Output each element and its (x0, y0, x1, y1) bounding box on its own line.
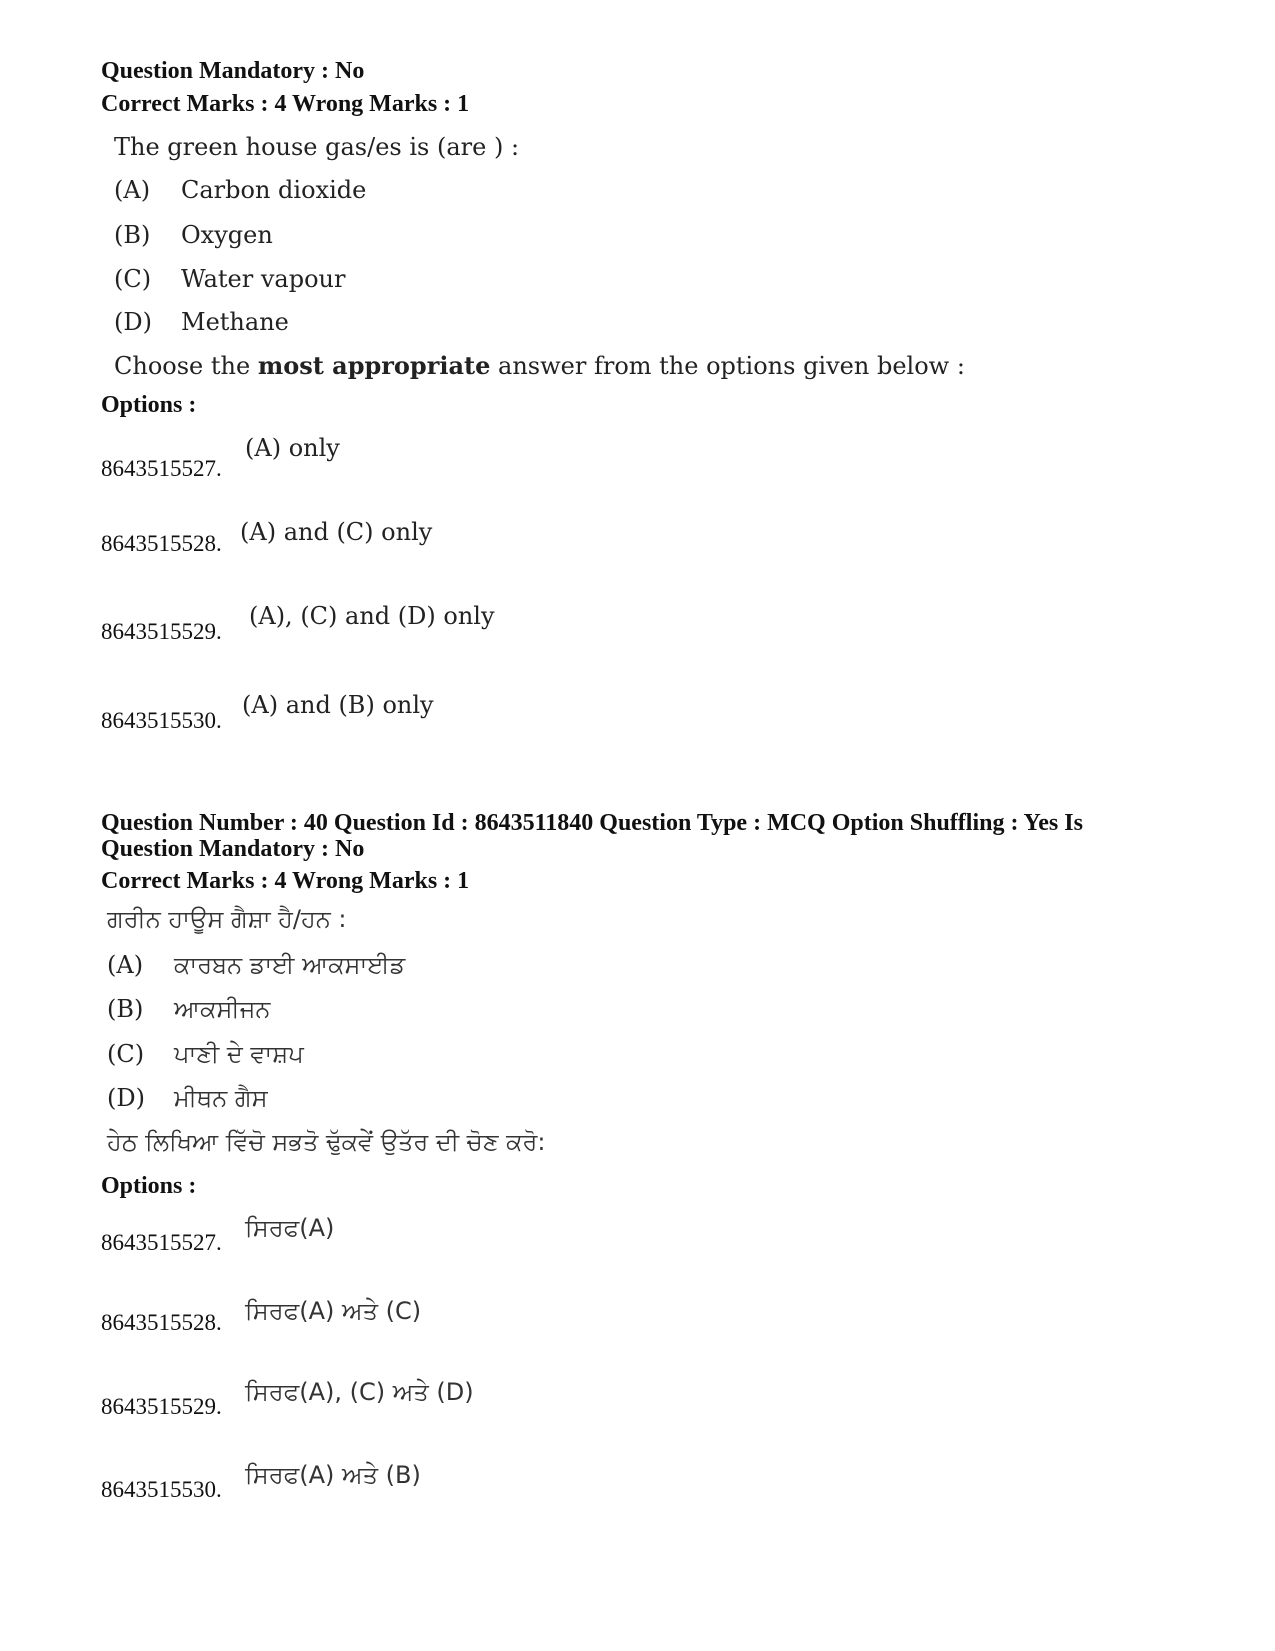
item-text-d: Methane (181, 308, 289, 336)
instruction-pre: Choose the (114, 352, 251, 380)
question-mandatory-label: Question Mandatory : No (101, 836, 365, 862)
option-text[interactable]: ਸਿਰਫ(A) ਅਤੇ (C) (245, 1297, 422, 1325)
option-id: 8643515528. (101, 1310, 222, 1335)
option-text[interactable]: (A) and (C) only (240, 518, 433, 546)
question-stem: The green house gas/es is (are ) : (114, 133, 520, 161)
option-id: 8643515529. (101, 619, 222, 644)
item-text-d: ਮੀਥਨ ਗੈਸ (174, 1084, 268, 1112)
option-text[interactable]: (A) only (245, 434, 340, 462)
option-text[interactable]: (A) and (B) only (242, 691, 434, 719)
item-label-b: (B) (114, 221, 151, 249)
option-id: 8643515530. (101, 1477, 222, 1502)
options-label: Options : (101, 1173, 197, 1199)
option-id: 8643515529. (101, 1394, 222, 1419)
item-label-c: (C) (114, 265, 152, 293)
option-id: 8643515528. (101, 531, 222, 556)
option-text[interactable]: ਸਿਰਫ(A), (C) ਅਤੇ (D) (245, 1378, 474, 1406)
item-label-b: (B) (107, 995, 144, 1023)
question-stem: ਗਰੀਨ ਹਾਊਸ ਗੈਸ਼ਾ ਹੈ/ਹਨ : (107, 905, 347, 933)
item-text-c: ਪਾਣੀ ਦੇ ਵਾਸ਼ਪ (174, 1040, 304, 1068)
item-text-a: Carbon dioxide (181, 176, 367, 204)
item-text-b: ਆਕਸੀਜਨ (174, 995, 271, 1023)
options-label: Options : (101, 392, 197, 418)
instruction: ਹੇਠ ਲਿਖਿਆ ਵਿੱਚੋ ਸਭਤੋ ਢੁੱਕਵੇਂ ਉਤੱਰ ਦੀ ਚੋਣ ਕਰੋ: (107, 1128, 546, 1156)
question-mandatory-label: Question Mandatory : No (101, 58, 365, 84)
option-id: 8643515527. (101, 1230, 222, 1255)
marks-label: Correct Marks : 4 Wrong Marks : 1 (101, 868, 470, 894)
instruction-post: answer from the options given below : (498, 352, 965, 380)
item-label-d: (D) (114, 308, 152, 336)
instruction-bold: most appropriate (257, 351, 491, 380)
item-text-b: Oxygen (181, 221, 273, 249)
option-text[interactable]: ਸਿਰਫ(A) ਅਤੇ (B) (245, 1461, 421, 1489)
question-header: Question Number : 40 Question Id : 8643511840 Question Type : MCQ Option Shuffling : Yes Is (101, 810, 1083, 836)
item-label-a: (A) (114, 176, 151, 204)
item-label-d: (D) (107, 1084, 145, 1112)
item-text-a: ਕਾਰਬਨ ਡਾਈ ਆਕਸਾਈਡ (174, 951, 406, 979)
marks-label: Correct Marks : 4 Wrong Marks : 1 (101, 91, 470, 117)
instruction (114, 351, 965, 380)
item-label-c: (C) (107, 1040, 145, 1068)
option-id: 8643515530. (101, 708, 222, 733)
option-id: 8643515527. (101, 456, 222, 481)
option-text[interactable]: ਸਿਰਫ(A) (245, 1214, 335, 1242)
item-label-a: (A) (107, 951, 144, 979)
option-text[interactable]: (A), (C) and (D) only (249, 602, 495, 630)
item-text-c: Water vapour (181, 265, 346, 293)
